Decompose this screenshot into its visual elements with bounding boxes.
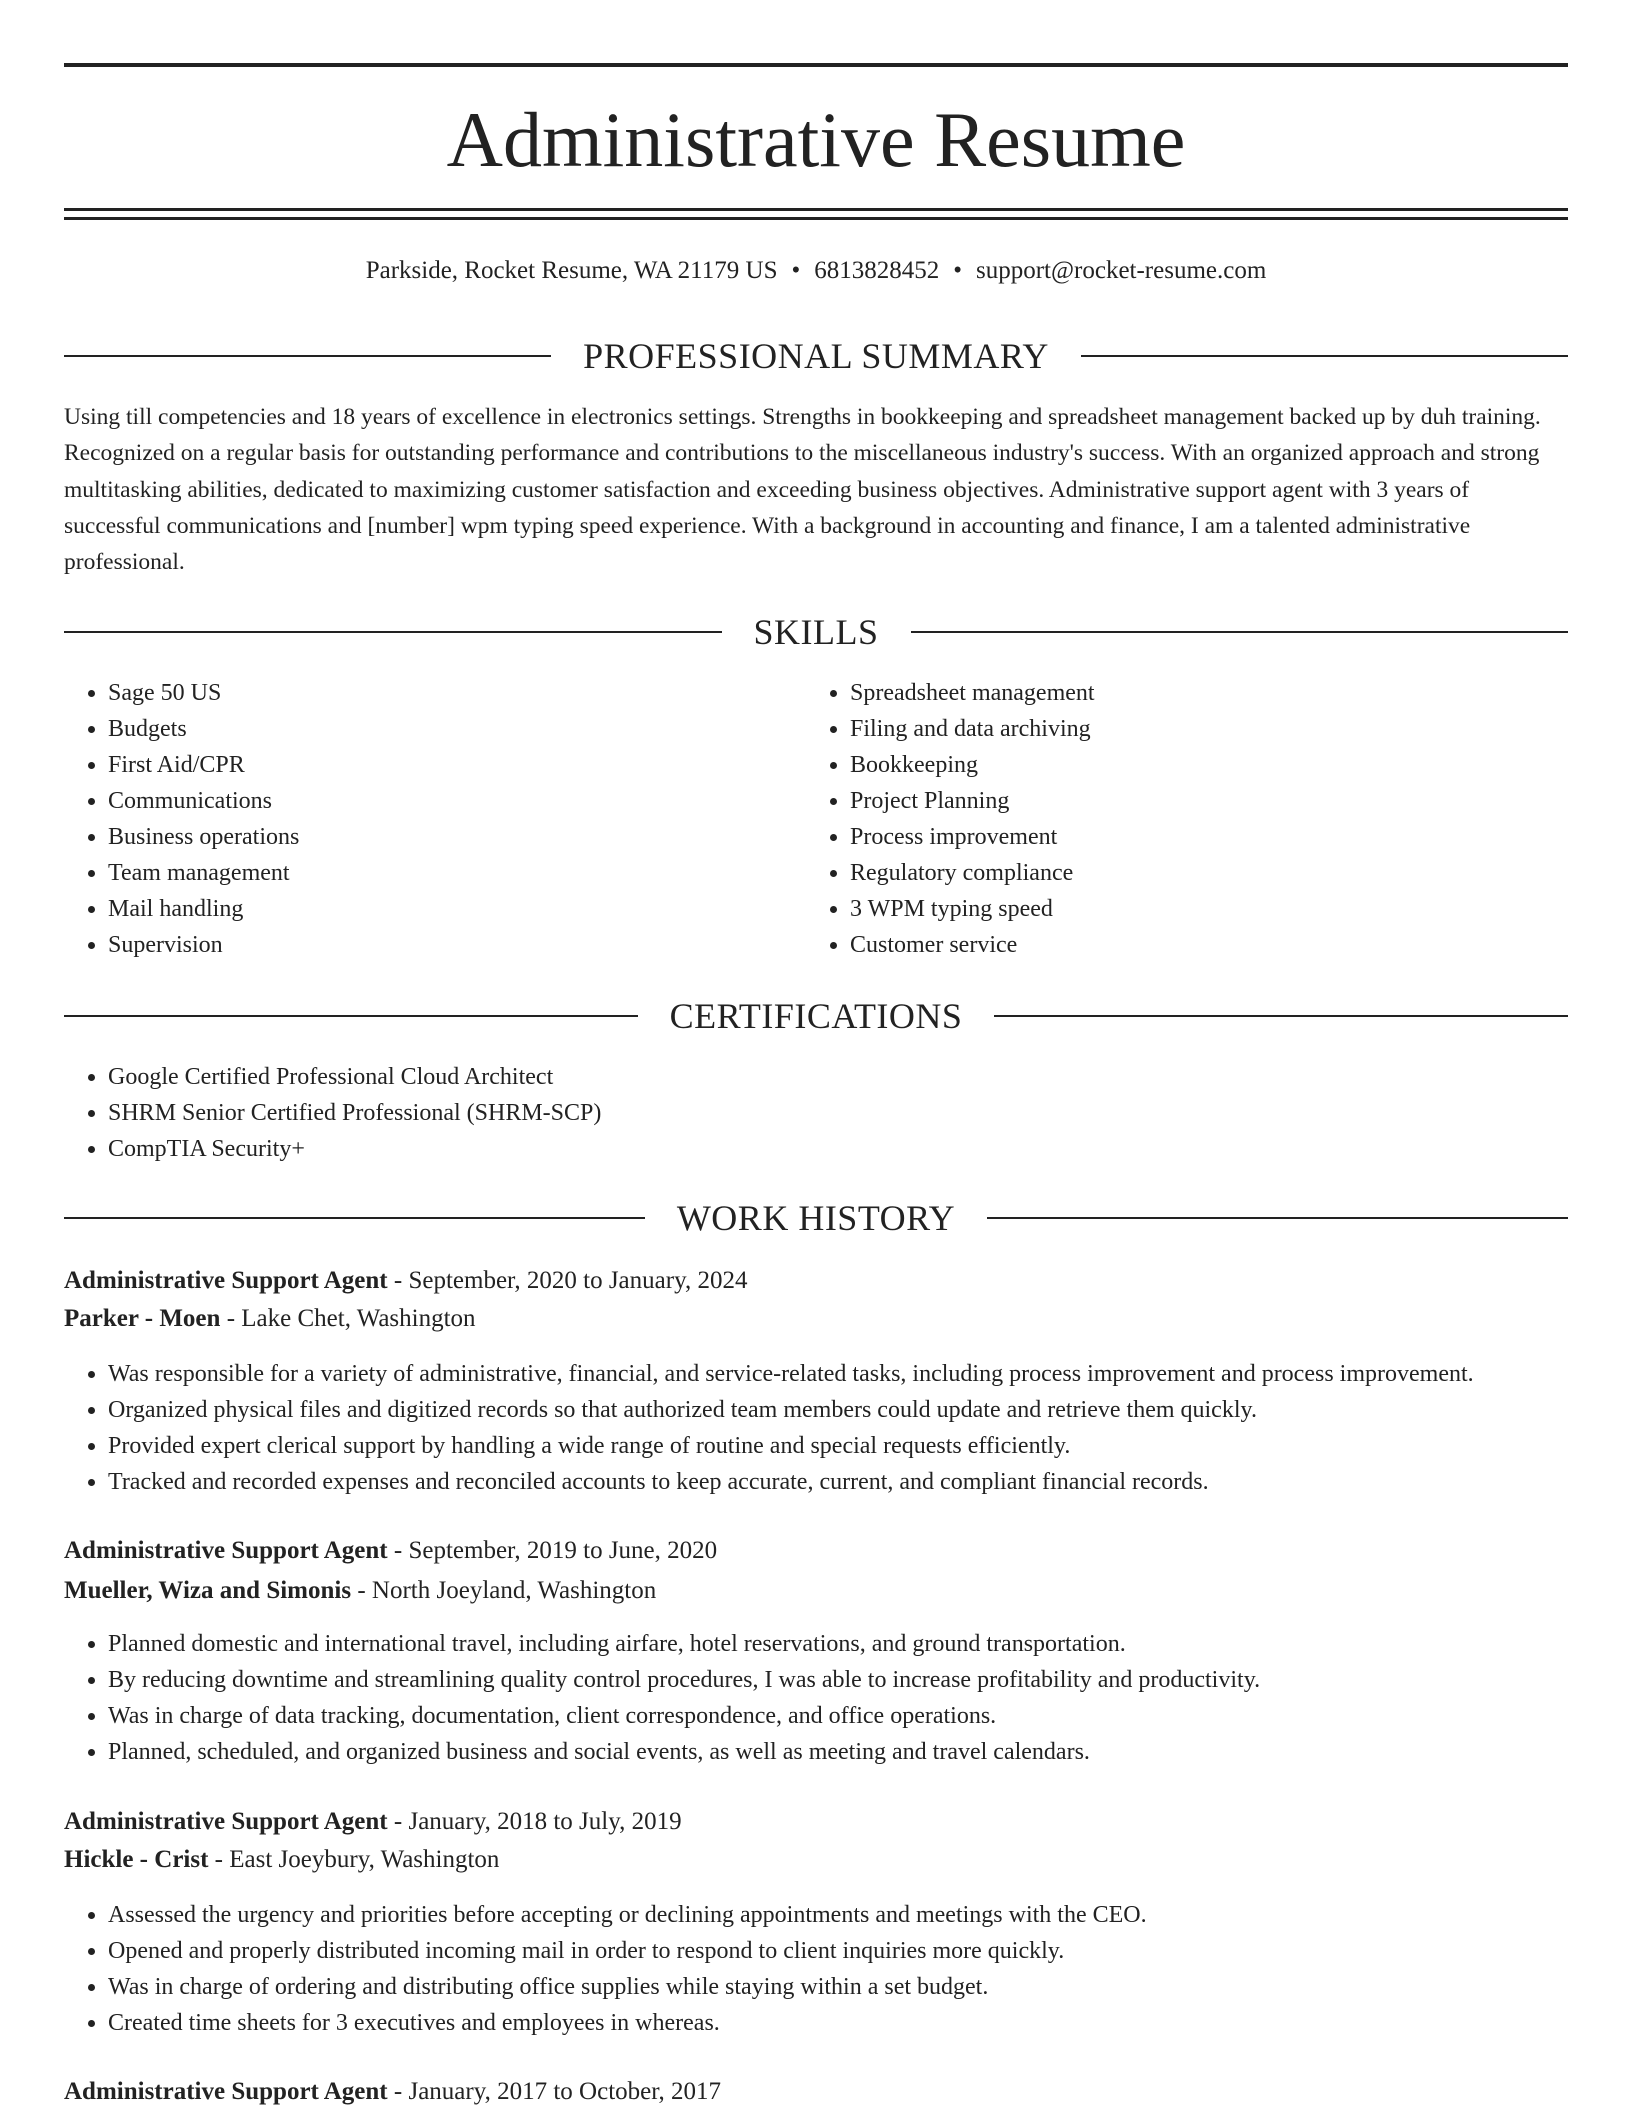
job-title-line (64, 1264, 1568, 1298)
certification-item: • SHRM Senior Certified Professional (SHRM-SCP) (108, 1095, 1508, 1131)
heading-rule (994, 1015, 1568, 1017)
skills-list-right (806, 675, 1550, 963)
contact-email: support@rocket-resume.com (976, 257, 1267, 284)
skill-item: • Team management (108, 855, 788, 891)
job-company: Hickle - Crist (64, 1846, 209, 1873)
job-bullets (64, 1356, 1612, 1500)
job-title: Administrative Support Agent (64, 1267, 388, 1294)
job-bullet: • Organized physical files and digitized records so that authorized team members could update and retrieve them quickly. (108, 1392, 1612, 1428)
header-top-rule (64, 63, 1568, 67)
job-dates: September, 2020 to January, 2024 (408, 1267, 748, 1294)
section-heading-label: CERTIFICATIONS (669, 996, 963, 1036)
heading-rule (987, 1217, 1568, 1219)
skill-item: • Mail handling (108, 891, 788, 927)
contact-separator: • (953, 257, 962, 284)
job-location: Lake Chet, Washington (241, 1305, 476, 1332)
section-heading-skills (64, 610, 1568, 654)
heading-rule (64, 355, 551, 357)
skill-item: • Budgets (108, 711, 788, 747)
summary-text: Using till competencies and 18 years of excellence in electronics settings. Strengths in bookkeeping and spreadsheet management backed up by duh training. Recognized on a regular basis for outstanding performance and contributions to the miscellaneous industry's success. With an organized approach and strong multitasking abilities, dedicated to maximizing customer satisfaction and exceeding business objectives. Administrative support agent with 3 years of successful communications and [number] wpm typing speed experience. With a background in accounting and finance, I am a talented administrative professional. (64, 404, 1541, 576)
job-company-line (64, 1843, 1568, 1877)
job-dash: - (387, 1267, 409, 1294)
skills-list-left (64, 675, 788, 963)
job-dates: January, 2017 to October, 2017 (408, 2078, 722, 2105)
job-dates: January, 2018 to July, 2019 (408, 1808, 682, 1835)
job-bullet: • Tracked and recorded expenses and reconciled accounts to keep accurate, current, and compliant financial records. (108, 1464, 1612, 1500)
job-bullet: • By reducing downtime and streamlining quality control procedures, I was able to increase profitability and productivity. (108, 1662, 1612, 1698)
certification-item: • CompTIA Security+ (108, 1131, 1508, 1167)
heading-rule (64, 1015, 638, 1017)
job-location: East Joeybury, Washington (229, 1846, 500, 1873)
certification-item: • Google Certified Professional Cloud Architect (108, 1059, 1508, 1095)
skill-item: • Communications (108, 783, 788, 819)
resume-title: Administrative Resume (446, 96, 1186, 183)
job-bullet: • Assessed the urgency and priorities before accepting or declining appointments and meetings with the CEO. (108, 1897, 1612, 1933)
job-bullets (64, 1897, 1612, 2041)
job-bullet: • Was in charge of data tracking, documentation, client correspondence, and office operations. (108, 1698, 1612, 1734)
skill-item: • Spreadsheet management (850, 675, 1550, 711)
skill-item: • Regulatory compliance (850, 855, 1550, 891)
job-bullets (64, 1626, 1612, 1770)
job-title-line (64, 1534, 1568, 1568)
job-title: Administrative Support Agent (64, 1808, 388, 1835)
job-dash: - (351, 1577, 372, 1604)
skill-item: • Bookkeeping (850, 747, 1550, 783)
heading-rule (64, 1217, 645, 1219)
section-heading-summary (64, 334, 1568, 378)
job-bullet: • Was in charge of ordering and distributing office supplies while staying within a set budget. (108, 1969, 1612, 2005)
job-location: North Joeyland, Washington (371, 1577, 657, 1604)
job-dash: - (220, 1305, 242, 1332)
job-company-line (64, 1574, 1568, 1608)
job-bullet: • Provided expert clerical support by handling a wide range of routine and special requests efficiently. (108, 1428, 1612, 1464)
contact-line (64, 254, 1568, 288)
job-title: Administrative Support Agent (64, 1537, 388, 1564)
skill-item: • Business operations (108, 819, 788, 855)
skill-item: • Process improvement (850, 819, 1550, 855)
section-heading-work-history (64, 1196, 1568, 1240)
job-company-line (64, 1302, 1568, 1336)
job-bullet: • Planned, scheduled, and organized business and social events, as well as meeting and travel calendars. (108, 1734, 1612, 1770)
job-company: Mueller, Wiza and Simonis (64, 1577, 352, 1604)
job-bullet: • Opened and properly distributed incoming mail in order to respond to client inquiries more quickly. (108, 1933, 1612, 1969)
skill-item: • Project Planning (850, 783, 1550, 819)
contact-phone: 6813828452 (814, 257, 940, 284)
skill-item: • Supervision (108, 927, 788, 963)
job-bullet: • Was responsible for a variety of administrative, financial, and service-related tasks, including process improvement and process improvement. (108, 1356, 1612, 1392)
job-bullet: • Created time sheets for 3 executives and employees in whereas. (108, 2005, 1612, 2041)
header-double-rule (64, 208, 1568, 220)
section-heading-label: PROFESSIONAL SUMMARY (583, 336, 1049, 376)
contact-separator: • (791, 257, 801, 284)
section-heading-certifications (64, 994, 1568, 1038)
job-title-line (64, 2075, 1568, 2109)
job-dates: September, 2019 to June, 2020 (408, 1537, 718, 1564)
skill-item: • Filing and data archiving (850, 711, 1550, 747)
job-dash: - (387, 1537, 409, 1564)
job-dash: - (387, 2078, 409, 2105)
certifications-list (64, 1059, 1508, 1167)
job-dash: - (387, 1808, 409, 1835)
heading-rule (1081, 355, 1568, 357)
skill-item: • 3 WPM typing speed (850, 891, 1550, 927)
section-heading-label: SKILLS (753, 612, 879, 652)
heading-rule (64, 631, 722, 633)
contact-address: Parkside, Rocket Resume, WA 21179 US (365, 257, 778, 284)
skill-item: • First Aid/CPR (108, 747, 788, 783)
skill-item: • Sage 50 US (108, 675, 788, 711)
skill-item: • Customer service (850, 927, 1550, 963)
heading-rule (911, 631, 1569, 633)
section-heading-label: WORK HISTORY (676, 1198, 956, 1238)
job-bullet: • Planned domestic and international travel, including airfare, hotel reservations, and ground transportation. (108, 1626, 1612, 1662)
job-title: Administrative Support Agent (64, 2078, 388, 2105)
job-dash: - (208, 1846, 230, 1873)
job-title-line (64, 1805, 1568, 1839)
job-company: Parker - Moen (64, 1305, 221, 1332)
